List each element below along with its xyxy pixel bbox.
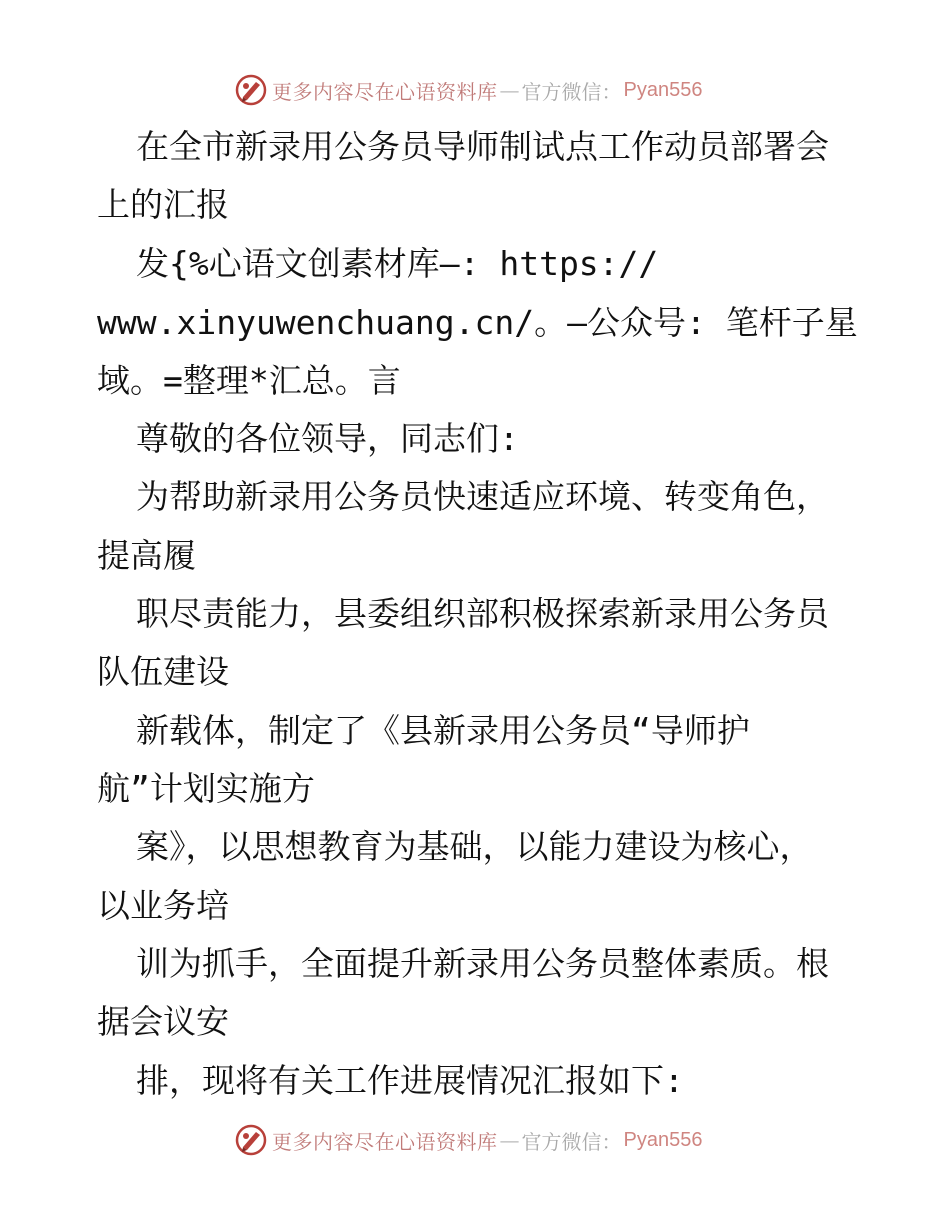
banner-label: 官方微信： [521, 79, 622, 104]
paragraph-line: 职尽责能力，县委组织部积极探索新录用公务员 [136, 594, 829, 633]
title-line-1: 在全市新录用公务员导师制试点工作动员部署会 [136, 127, 829, 166]
banner-text: 更多内容尽在心语资料库 [272, 79, 498, 104]
banner-separator: — [499, 1128, 520, 1152]
title-line-2: 上的汇报 [97, 185, 229, 224]
salutation: 尊敬的各位领导，同志们: [136, 419, 519, 458]
paragraph-line: 提高履 [97, 536, 196, 575]
paragraph-line: 训为抓手，全面提升新录用公务员整体素质。根 [136, 944, 829, 983]
paragraph-line: 排，现将有关工作进展情况汇报如下: [136, 1061, 684, 1100]
paragraph-line: 队伍建设 [97, 652, 229, 691]
paragraph-line: 为帮助新录用公务员快速适应环境、转变角色， [136, 477, 829, 516]
paragraph-line: 据会议安 [97, 1002, 229, 1041]
source-line-1: 发{%心语文创素材库—: https:// [136, 244, 659, 283]
banner-wechat-id: Pyan556 [623, 78, 703, 101]
footer-banner [234, 1122, 702, 1158]
banner-separator: — [499, 78, 520, 102]
paragraph-line: 案》，以思想教育为基础，以能力建设为核心， [136, 827, 813, 866]
paragraph-line: 新载体，制定了《县新录用公务员“导师护 [136, 711, 750, 750]
banner-label: 官方微信： [521, 1129, 622, 1154]
pen-logo-icon [234, 1123, 268, 1157]
source-line-2: www.xinyuwenchuang.cn/。—公众号: 笔杆子星 [97, 303, 858, 342]
banner-text: 更多内容尽在心语资料库 [272, 1129, 498, 1154]
source-line-3: 域。=整理*汇总。言 [97, 361, 401, 400]
paragraph-line: 航”计划实施方 [97, 769, 315, 808]
paragraph-line: 以业务培 [97, 886, 229, 925]
banner-wechat-id: Pyan556 [623, 1128, 703, 1151]
